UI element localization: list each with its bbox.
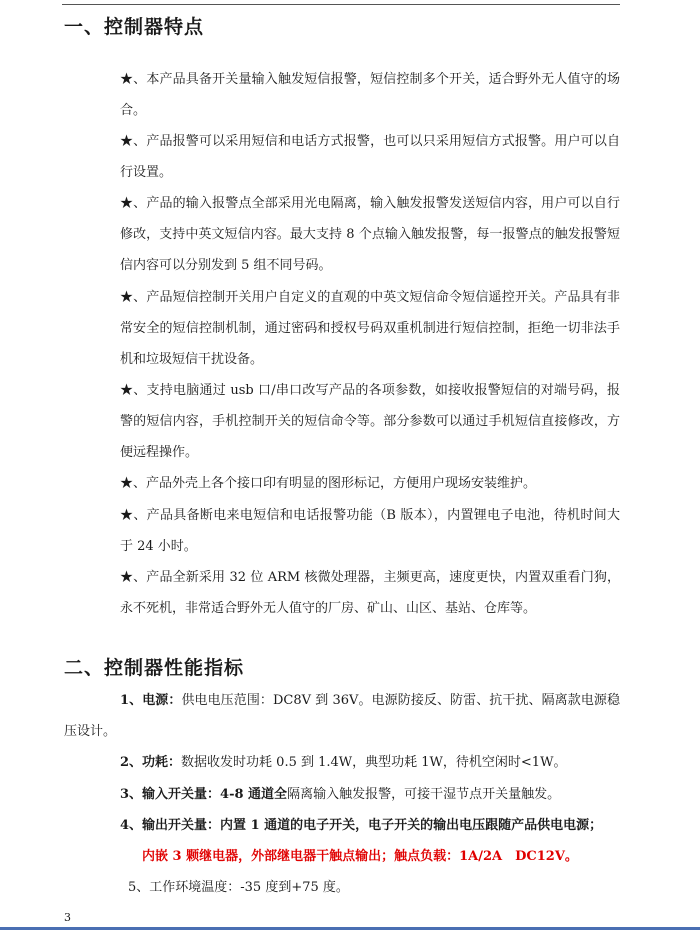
spec-consumption [120,747,620,778]
spec-output-line1: 4、输出开关量：内置 1 通道的电子开关，电子开关的输出电压跟随产品供电电源； [120,818,603,833]
spec-input-bold: 4-8 通道全 [220,787,288,802]
feature-paragraph: ★、产品的输入报警点全部采用光电隔离，输入触发报警发送短信内容，用户可以自行修改，支持中英文短信内容。最大支持 8 个点输入触发报警，每一报警点的触发报警短信内容可以分别发到 5 组不同号码。 [120,196,620,273]
spec-consumption-label: 2、功耗： [120,755,182,770]
feature-paragraph: ★、支持电脑通过 usb 口/串口改写产品的各项参数，如接收报警短信的对端号码，报警的短信内容，手机控制开关的短信命令等。部分参数可以通过手机短信直接修改，方便远程操作。 [120,383,620,460]
section-title-features: 一、控制器特点 [64,16,205,38]
spec-input-label: 3、输入开关量： [120,787,221,802]
spec-consumption-text: 数据收发时功耗 0.5 到 1.4W，典型功耗 1W，待机空闲时<1W。 [181,755,567,770]
feature-paragraph: ★、产品全新采用 32 位 ARM 核微处理器，主频更高，速度更快，内置双重看门狗，永不死机，非常适合野外无人值守的厂房、矿山、山区、基站、仓库等。 [120,570,620,616]
feature-paragraph: ★、产品短信控制开关用户自定义的直观的中英文短信命令短信遥控开关。产品具有非常安全的短信控制机制，通过密码和授权号码双重机制进行短信控制，拒绝一切非法手机和垃圾短信干扰设备。 [120,290,620,367]
spec-power-text: 供电电压范围：DC8V 到 36V。电源防接反、防雷、抗干扰、隔离款电源稳压设计。 [64,693,620,739]
header-rule [62,4,620,5]
spec-output-line2: 内嵌 3 颗继电器，外部继电器干触点输出；触点负载：1A/2A DC12V。 [142,849,578,864]
spec-input-text: 隔离输入触发报警，可接干湿节点开关量触发。 [287,787,561,802]
spec-power-label: 1、电源： [120,693,182,708]
spec-power [64,685,620,747]
spec-input [120,779,620,810]
feature-paragraph: ★、本产品具备开关量输入触发短信报警，短信控制多个开关，适合野外无人值守的场合。 [120,72,620,118]
section-title-performance: 二、控制器性能指标 [64,657,245,679]
page-number: 3 [64,911,71,924]
feature-paragraph: ★、产品外壳上各个接口印有明显的图形标记，方便用户现场安装维护。 [120,476,537,491]
spec-environment: 5、工作环境温度：-35 度到+75 度。 [128,880,349,895]
feature-paragraph: ★、产品报警可以采用短信和电话方式报警，也可以只采用短信方式报警。用户可以自行设置。 [120,134,620,180]
feature-paragraph: ★、产品具备断电来电短信和电话报警功能（B 版本），内置锂电子电池，待机时间大于 24 小时。 [120,508,620,554]
